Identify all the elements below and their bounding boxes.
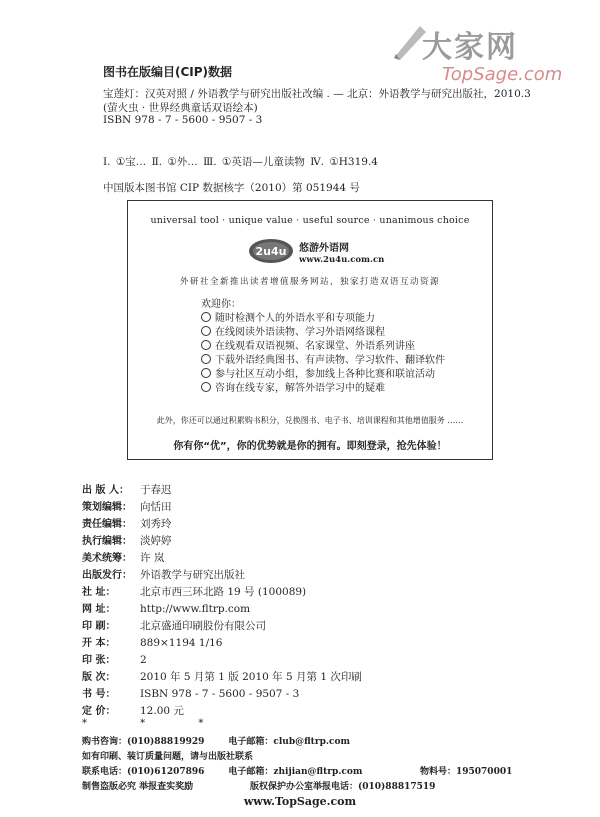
pub-row — [82, 498, 172, 514]
pub-row — [82, 481, 172, 497]
pub-row — [82, 702, 184, 718]
cip-classification: Ⅰ. ①宝… Ⅱ. ①外… Ⅲ. ①英语—儿童读物 Ⅳ. ①H319.4 — [103, 156, 378, 168]
pub-value: 12.00 元 — [140, 705, 184, 717]
piracy-notice: 制售盗版必究 举报查实奖励 — [82, 782, 194, 792]
feature-text: 随时检测个人的外语水平和专项能力 — [215, 313, 375, 324]
pub-label: 策划编辑： — [82, 502, 132, 513]
pub-row — [82, 685, 299, 700]
pub-value: 2010 年 5 月第 1 版 2010 年 5 月第 1 次印刷 — [140, 671, 362, 683]
pub-value: ISBN 978 - 7 - 5600 - 9507 - 3 — [140, 688, 300, 700]
feature-text: 下载外语经典图书、有声读物、学习软件、翻译软件 — [215, 355, 445, 366]
pub-label: 版 次： — [82, 672, 116, 683]
feature-item — [201, 365, 435, 380]
pub-row — [82, 668, 362, 684]
feature-text: 咨询在线专家，解答外语学习中的疑难 — [215, 383, 385, 394]
purchase-consult — [82, 734, 350, 747]
pub-value: 889×1194 1/16 — [140, 637, 223, 649]
cip-record-number: 中国版本图书馆 CIP 数据核字（2010）第 051944 号 — [103, 182, 360, 194]
quality-notice: 如有印刷、装订质量问题，请与出版社联系 — [82, 752, 254, 762]
purchase-phone: 购书咨询：(010)88819929 — [82, 737, 205, 747]
cip-line-1: 宝莲灯：汉英对照 / 外语教学与研究出版社改编 . — 北京：外语教学与研究出版社，2010.3 — [103, 88, 531, 100]
material-number: 物料号：195070001 — [420, 767, 513, 777]
separator-stars: * * * — [82, 718, 229, 729]
pub-row — [82, 566, 245, 582]
contact-row — [82, 764, 362, 777]
promo-motto: 你有你“优”，你的优势就是你的拥有。即刻登录，抢先体验！ — [173, 441, 447, 452]
pub-label: 美术统筹： — [82, 553, 132, 564]
pub-label: 书 号： — [82, 689, 116, 700]
feature-item — [201, 337, 415, 352]
2u4u-logo-icon — [248, 237, 294, 265]
watermark-logo-text: 大家网 — [422, 30, 518, 65]
pub-row — [82, 583, 306, 599]
promo-tagline: 外研社全新推出读者增值服务网站，独家打造双语互动资源 — [179, 277, 440, 287]
circle-bullet-icon — [201, 382, 211, 392]
pub-label: 定 价： — [82, 706, 116, 717]
contact-email: 电子邮箱：zhijian@fltrp.com — [228, 767, 363, 777]
pub-value: 2 — [140, 654, 147, 666]
watermark-site: TopSage.com — [442, 64, 563, 85]
pub-row — [82, 651, 147, 666]
site-name: 悠游外语网 — [299, 243, 349, 254]
topsage-watermark — [422, 22, 572, 92]
pub-value: 向恬田 — [140, 501, 172, 513]
site-url: www.2u4u.com.cn — [299, 255, 385, 265]
feature-text: 参与社区互动小组，参加线上各种比赛和联谊活动 — [215, 369, 435, 380]
footer-url: www.TopSage.com — [243, 795, 357, 808]
pub-value: 淡婷婷 — [140, 535, 172, 547]
feature-item — [201, 323, 385, 338]
pub-label: 出 版 人： — [82, 485, 129, 496]
pub-label: 网 址： — [82, 604, 116, 615]
circle-bullet-icon — [201, 312, 211, 322]
2u4u-logo-text: 2u4u — [255, 245, 287, 258]
pub-label: 印 刷： — [82, 621, 116, 632]
pub-value: 北京盛通印刷股份有限公司 — [140, 620, 266, 632]
pub-value: 北京市西三环北路 19 号 (100089) — [140, 586, 307, 598]
pub-row — [82, 532, 172, 548]
office-phone: 版权保护办公室举报电话：(010)88817519 — [250, 782, 436, 792]
promo-more: 此外，你还可以通过积累购书积分，兑换图书、电子书、培训课程和其他增值服务 …… — [156, 416, 464, 425]
pub-row — [82, 617, 266, 633]
feature-item — [201, 379, 385, 394]
circle-bullet-icon — [201, 326, 211, 336]
feature-item — [201, 351, 445, 366]
feature-text: 在线观看双语视频、名家课堂、外语系列讲座 — [215, 341, 415, 352]
pub-label: 开 本： — [82, 638, 116, 649]
feature-item — [201, 309, 375, 324]
pub-label: 印 张： — [82, 655, 116, 666]
pub-row — [82, 600, 250, 615]
feature-text: 在线阅读外语读物、学习外语网络课程 — [215, 327, 385, 338]
cip-title: 图书在版编目(CIP)数据 — [103, 65, 233, 79]
pub-label: 出版发行： — [82, 570, 132, 581]
circle-bullet-icon — [201, 340, 211, 350]
circle-bullet-icon — [201, 368, 211, 378]
purchase-email: 电子邮箱：club@fltrp.com — [228, 737, 351, 747]
pub-row — [82, 515, 172, 531]
welcome-text: 欢迎你： — [201, 299, 241, 310]
promo-slogan: universal tool · unique value · useful source · unanimous choice — [150, 215, 470, 226]
cip-line-2: (萤火虫 · 世界经典童话双语绘本) — [103, 102, 258, 114]
pub-value: 许 岚 — [140, 552, 165, 564]
pub-label: 社 址： — [82, 587, 116, 598]
pub-row — [82, 549, 164, 565]
pub-label: 责任编辑： — [82, 519, 132, 530]
cip-isbn: ISBN 978 - 7 - 5600 - 9507 - 3 — [103, 114, 263, 126]
pub-value: http://www.fltrp.com — [140, 603, 251, 615]
circle-bullet-icon — [201, 354, 211, 364]
pub-row — [82, 634, 222, 649]
pub-label: 执行编辑： — [82, 536, 132, 547]
promo-box — [127, 200, 493, 460]
pub-value: 刘秀玲 — [140, 518, 172, 530]
contact-phone: 联系电话：(010)61207896 — [82, 767, 205, 777]
pub-value: 外语教学与研究出版社 — [140, 569, 245, 581]
pub-value: 于春迟 — [140, 484, 172, 496]
